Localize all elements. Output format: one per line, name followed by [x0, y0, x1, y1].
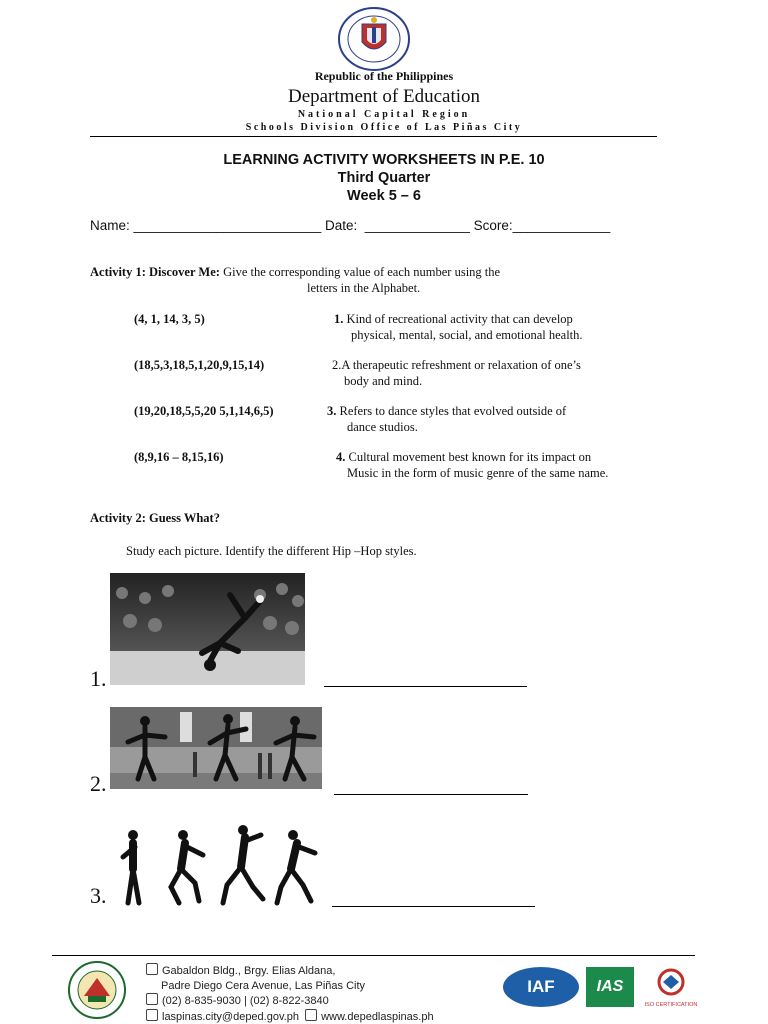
- clue-number: 4.: [336, 450, 346, 464]
- phone-icon: [146, 993, 158, 1005]
- activity1-instruction-text: Give the corresponding value of each number using the: [219, 265, 501, 279]
- ias-logo: IAS: [586, 967, 634, 1007]
- footer-divider: [52, 955, 695, 956]
- activity2-instruction: Study each picture. Identify the different Hip –Hop styles.: [126, 544, 417, 558]
- clue-number: 3.: [327, 404, 337, 418]
- answer-blank[interactable]: [332, 906, 535, 907]
- activity1-clue-line2: body and mind.: [344, 374, 423, 388]
- footer-address: [146, 963, 434, 1024]
- activity1-clue-line2: Music in the form of music genre of the same name.: [347, 466, 609, 480]
- activity1-instruction: [90, 264, 690, 280]
- footer-phone: (02) 8-835-9030 | (02) 8-822-3840: [162, 995, 329, 1007]
- footer-email[interactable]: laspinas.city@deped.gov.ph: [162, 1010, 299, 1023]
- header-divider: [90, 136, 657, 137]
- activity1-code: (19,20,18,5,5,20 5,1,14,6,5): [134, 404, 274, 418]
- activity1-code: (18,5,3,18,5,1,20,9,15,14): [134, 358, 265, 372]
- address-line2: Padre Diego Cera Avenue, Las Piñas City: [161, 979, 366, 992]
- activity1-clue-line2: dance studios.: [347, 420, 418, 434]
- region-label: National Capital Region: [297, 109, 471, 120]
- iso-certification-logo: [641, 967, 701, 1007]
- name-date-score-row[interactable]: Name: _________________________ Date: ______________ Score:_____________: [90, 218, 611, 233]
- republic-label: Republic of the Philippines: [314, 69, 454, 83]
- activity1-clue: [334, 311, 573, 327]
- worksheet-week: Week 5 – 6: [347, 188, 421, 204]
- activity1-code: (4, 1, 14, 3, 5): [134, 312, 205, 326]
- worksheet-quarter: Third Quarter: [337, 170, 431, 186]
- activity1-clue-line2: physical, mental, social, and emotional health.: [351, 328, 583, 342]
- globe-icon: [305, 1009, 317, 1021]
- deped-seal-logo: [336, 6, 412, 72]
- activity1-code: (8,9,16 – 8,15,16): [134, 450, 224, 464]
- activity1-instruction-line2: letters in the Alphabet.: [307, 281, 421, 295]
- footer-website[interactable]: www.depedlaspinas.ph: [321, 1010, 434, 1023]
- department-title: Department of Education: [287, 86, 481, 107]
- activity1-clue: [336, 449, 591, 465]
- clue-text: Cultural movement best known for its impact on: [345, 450, 592, 464]
- answer-blank[interactable]: [334, 794, 528, 795]
- clue-number: 1.: [334, 312, 344, 326]
- clue-text: A therapeutic refreshment or relaxation of one’s: [341, 358, 581, 372]
- clue-text: Refers to dance styles that evolved outside of: [336, 404, 567, 418]
- worksheet-title: LEARNING ACTIVITY WORKSHEETS IN P.E. 10: [223, 152, 545, 168]
- building-icon: [146, 963, 158, 975]
- activity1-clue: [332, 357, 581, 373]
- dancer-silhouettes-photo: [115, 825, 327, 907]
- clue-text: Kind of recreational activity that can develop: [343, 312, 573, 326]
- breakdance-photo: [110, 573, 305, 685]
- email-icon: [146, 1009, 158, 1021]
- answer-blank[interactable]: [324, 686, 527, 687]
- division-label: Schools Division Office of Las Piñas City: [245, 122, 523, 133]
- iaf-logo: IAF: [503, 967, 579, 1007]
- item-number: 3.: [90, 883, 107, 908]
- activity2-label: Activity 2: Guess What?: [90, 511, 220, 525]
- address-line1: Gabaldon Bldg., Brgy. Elias Aldana,: [162, 965, 336, 977]
- certification-mark-icon: [641, 967, 701, 997]
- activity1-clue: [327, 403, 566, 419]
- sdo-las-pinas-seal-logo: [54, 960, 140, 1020]
- clue-number: 2.: [332, 358, 342, 372]
- certification-label: ISO CERTIFICATION: [644, 1002, 698, 1008]
- stage-dancers-photo: [110, 707, 322, 789]
- activity1-label: Activity 1: Discover Me:: [90, 265, 220, 279]
- item-number: 1.: [90, 666, 107, 691]
- item-number: 2.: [90, 771, 107, 796]
